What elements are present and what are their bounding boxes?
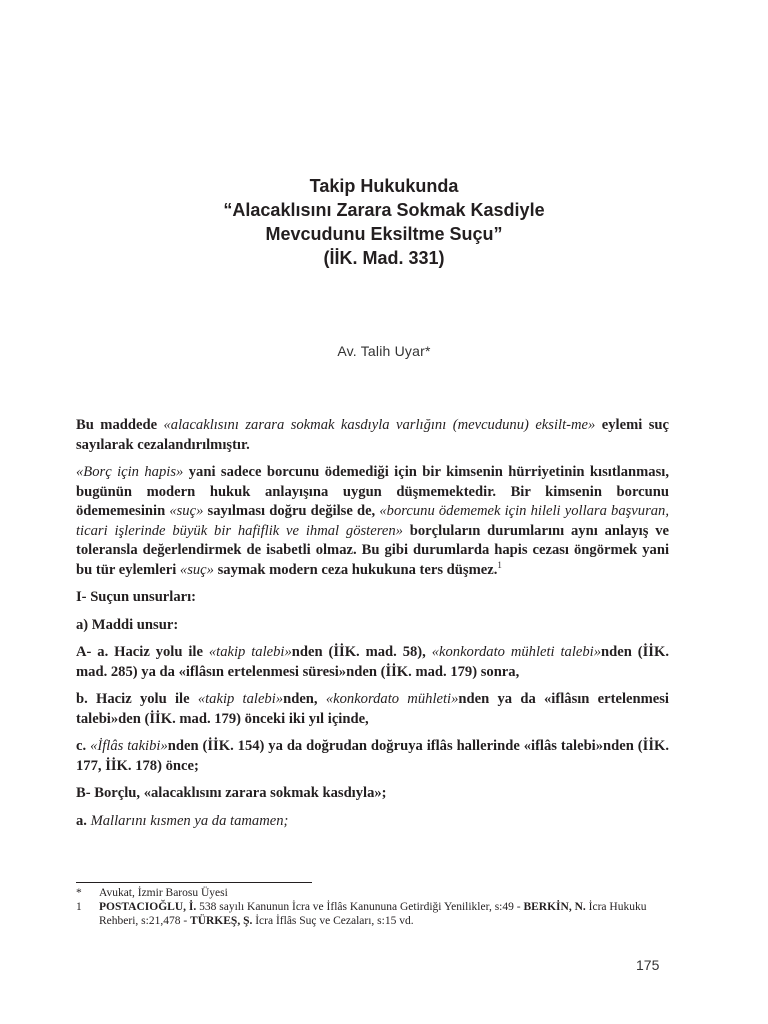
paragraph-debt-prison: «Borç için hapis» yani sadece borcunu ödemediği için bir kimsenin hürriyetinin kısıtlanması, bugünün modern hukuk anlayışına uygun düşmemektedir. Bir kimsenin borcunu ödememesinin «suç» sayılması doğru değilse de, «borcunu ödememek için hileli yollara başvuran, ticari işlerinde büyük bir hafiflik ve ihmal gösteren» borçluların durumlarını aynı anlayış ve toleransla değerlendirmek de isabetli olmaz. Bu gibi durumlarda hapis cezası öngörmek yani bu tür eylemleri «suç» saymak modern ceza hukukuna ters düşmez.$^1$ [76,464,669,578]
author-name: Av. Talih Uyar* [337,343,431,359]
item-a-b: b. Haciz yolu ile «takip talebi»nden, «konkordato mühleti»nden ya da «iflâsın ertelenmesi talebi»den (İİK. mad. 179) önceki iki yıl içinde, [76,691,669,727]
item-b-a: a. Mallarını kısmen ya da tamamen; [76,812,289,829]
page-number: 175 [636,957,660,973]
item-a-a: A- a. Haciz yolu ile «takip talebi»nden (İİK. mad. 58), «konkordato mühleti talebi»nden (İİK. mad. 285) ya da «iflâsın ertelenmesi süresi»nden (İİK. mad. 179) sonra, [76,644,669,680]
footnote-text: Avukat, İzmir Barosu Üyesi [99,887,228,899]
article-body [76,416,669,839]
title-line-1: Takip Hukukunda [309,176,459,196]
item-b: B- Borçlu, «alacaklısını zarara sokmak kasdıyla»; [76,785,387,801]
title-line-2: “Alacaklısını Zarara Sokmak Kasdiyle [223,200,545,220]
item-a-c: c. «İflâs takibi»nden (İİK. 154) ya da doğrudan doğruya iflâs hallerinde «iflâs talebi»nden (İİK. 177, İİK. 178) önce; [76,738,669,774]
footnote-mark: 1 [76,901,82,913]
footnote-mark: * [76,887,82,899]
section-heading: I- Suçun unsurları: [76,589,197,605]
footnote-text: POSTACIOĞLU, İ. 538 sayılı Kanunun İcra ve İflâs Kanununa Getirdiği Yenilikler, s:49 - BERKİN, N. İcra Hukuku Rehberi, s:21,478 - TÜRKEŞ, Ş. İcra İflâs Suç ve Cezaları, s:15 vd. [99,901,647,927]
footnote-divider [76,882,312,883]
subsection-heading: a) Maddi unsur: [76,616,179,633]
article-title [0,174,768,270]
paragraph-intro: Bu maddede «alacaklısını zarara sokmak kasdıyla varlığını (mevcudunu) eksilt-me» eylemi suç sayılarak cezalandırılmıştır. [76,417,669,453]
footnote-author [76,886,669,900]
footnote-ref: 1 [497,559,502,570]
title-line-3: Mevcudunu Eksiltme Suçu” [265,224,503,244]
footnote-1 [76,900,669,928]
footnotes [76,886,669,928]
title-line-4: (İİK. Mad. 331) [323,248,445,268]
